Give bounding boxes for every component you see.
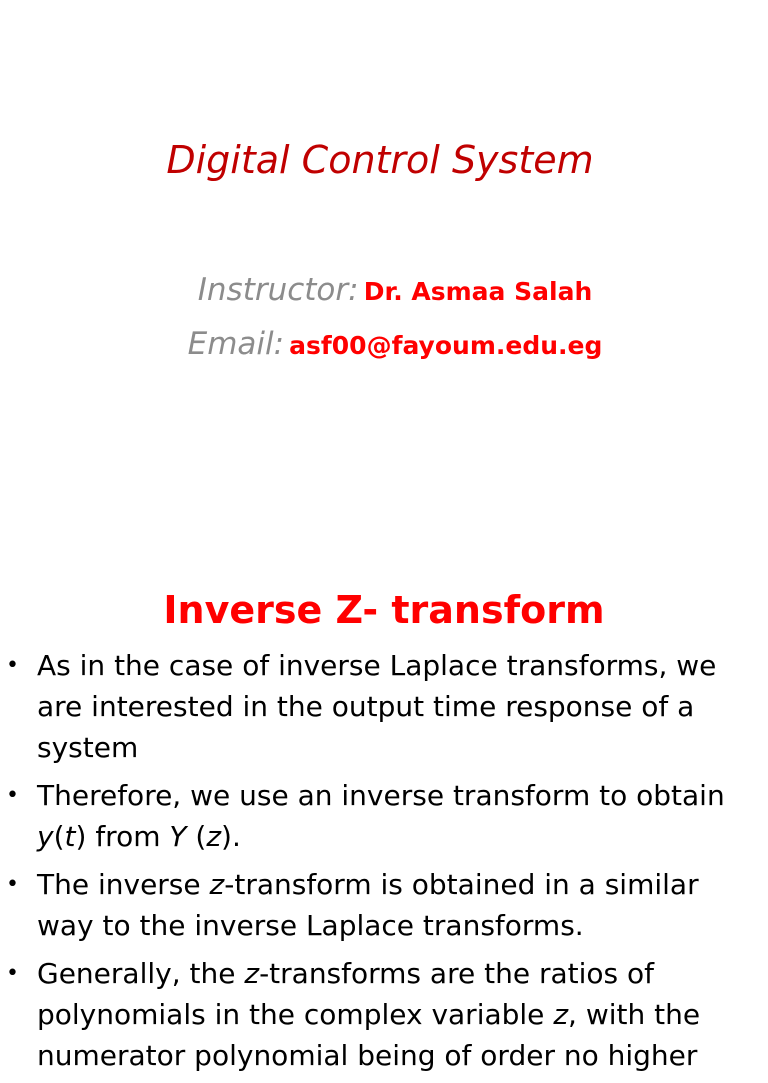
instructor-label: Instructor: [197,272,359,308]
bullet-icon: • [6,783,19,808]
bullet-text: ( [53,820,65,853]
slide-title: Digital Control System [166,138,594,182]
bullet-icon: • [6,961,19,986]
email-line [0,326,768,362]
bullet-text: -transforms are the ratios of polynomials in the complex variable [37,957,654,1031]
instructor-name: Dr. Asmaa Salah [363,277,593,306]
bullet-item-2 [0,775,768,857]
bullet-math-y-upper: Y [169,820,187,853]
section-title: Inverse Z- transform [163,588,605,632]
bullet-icon: • [6,872,19,897]
bullet-item-4 [0,953,768,1076]
bullet-text: , with the numerator polynomial being of order no higher [37,998,701,1072]
bullet-icon: • [6,653,19,678]
email-label: Email: [187,326,285,362]
bullet-item-3 [0,864,768,946]
bullet-math-z: z [206,820,222,853]
bullet-math-z: z [553,998,569,1031]
bullet-math-z: z [209,868,225,901]
bullet-text: ) from [75,820,170,853]
bullet-list [0,645,768,1083]
bullet-math-z: z [244,957,260,990]
bullet-text: The inverse [37,868,210,901]
bullet-text: ). [221,820,241,853]
bullet-text: ( [186,820,207,853]
bullet-math-t: t [64,820,76,853]
bullet-text: Therefore, we use an inverse transform to obtain [37,779,725,812]
instructor-line [0,272,768,308]
bullet-item-1 [0,645,768,768]
bullet-math-y-lower: y [37,820,54,853]
bullet-text: -transform is obtained in a similar way to the inverse Laplace transforms. [37,868,699,942]
email-address: asf00@fayoum.edu.eg [289,331,603,360]
bullet-text: Generally, the [37,957,245,990]
bullet-text: As in the case of inverse Laplace transforms, we are interested in the output time response of a system [37,649,717,764]
